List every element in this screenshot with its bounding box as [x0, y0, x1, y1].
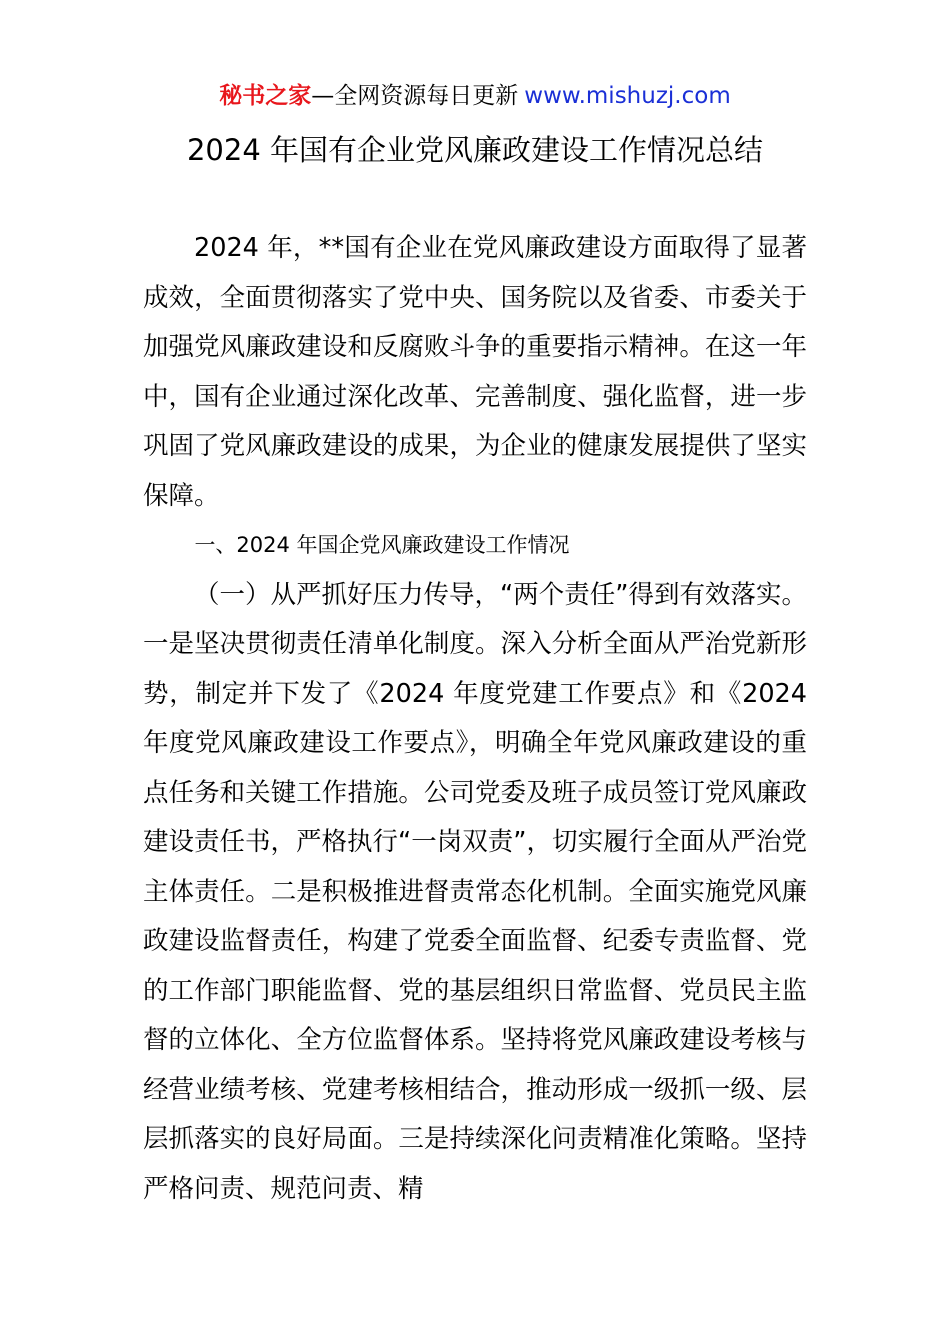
document-body: [143, 224, 807, 1214]
header-slogan: —全网资源每日更新: [311, 83, 519, 109]
body-paragraph: （一）从严抓好压力传导，“两个责任”得到有效落实。一是坚决贯彻责任清单化制度。深入分析全面从严治党新形势，制定并下发了《2024 年度党建工作要点》和《2024 年度党风廉政建设工作要点》，明确全年党风廉政建设的重点任务和关键工作措施。公司党委及班子成员签订党风廉政建设责任书，严格执行“一岗双责”，切实履行全面从严治党主体责任。二是积极推进督责常态化机制。全面实施党风廉政建设监督责任，构建了党委全面监督、纪委专责监督、党的工作部门职能监督、党的基层组织日常监督、党员民主监督的立体化、全方位监督体系。坚持将党风廉政建设考核与经营业绩考核、党建考核相结合，推动形成一级抓一级、层层抓落实的良好局面。三是持续深化问责精准化策略。坚持严格问责、规范问责、精: [143, 579, 807, 1204]
document-title: 2024 年国有企业党风廉政建设工作情况总结: [186, 133, 764, 167]
section-heading: 一、2024 年国企党风廉政建设工作情况: [194, 533, 570, 557]
site-header: [0, 80, 950, 112]
brand-name: 秘书之家: [219, 83, 312, 109]
site-url-link[interactable]: www.mishuzj.com: [524, 83, 731, 109]
intro-paragraph: 2024 年，**国有企业在党风廉政建设方面取得了显著成效，全面贯彻落实了党中央、国务院以及省委、市委关于加强党风廉政建设和反腐败斗争的重要指示精神。在这一年中，国有企业通过深化改革、完善制度、强化监督，进一步巩固了党风廉政建设的成果，为企业的健康发展提供了坚实保障。: [143, 233, 807, 511]
